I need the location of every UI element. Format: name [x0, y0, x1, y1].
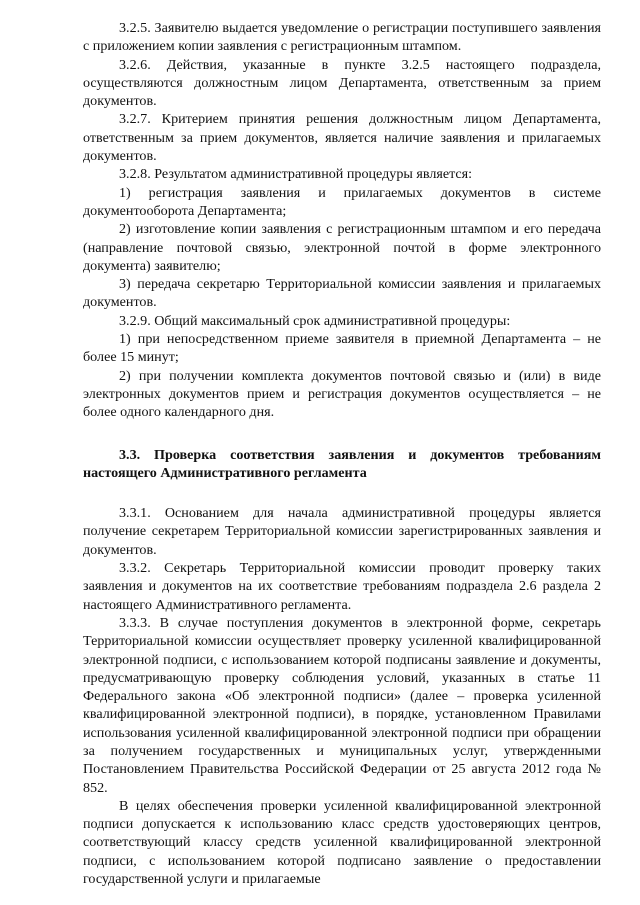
list-item-3-2-9-2: 2) при получении комплекта документов почтовой связью и (или) в виде электронных документов прием и регистрация документов осуществляется – не более одного календарного дня. [83, 367, 601, 421]
paragraph-3-2-6: 3.2.6. Действия, указанные в пункте 3.2.5 настоящего подраздела, осуществляются должностным лицом Департамента, ответственным за прием документов. [83, 56, 601, 110]
paragraph-3-2-9: 3.2.9. Общий максимальный срок административной процедуры: [119, 312, 511, 329]
paragraph-3-3-2: 3.3.2. Секретарь Территориальной комиссии проводит проверку таких заявления и документов на их соответствие требованиям подраздела 2.6 раздела 2 настоящего Административного регламента. [83, 560, 601, 613]
list-item-3-2-8-1: 1) регистрация заявления и прилагаемых документов в системе документооборота Департамента; [83, 184, 601, 219]
list-item-3-2-9-1: 1) при непосредственном приеме заявителя в приемной Департамента – не более 15 минут; [83, 331, 601, 366]
list-item-3-2-8-3: 3) передача секретарю Территориальной комиссии заявления и прилагаемых документов. [83, 276, 601, 311]
paragraph-3-3-3: 3.3.3. В случае поступления документов в электронной форме, секретарь Территориальной комиссии осуществляет проверку усиленной квалифицированной электронной подписи, с использованием которой подписаны заявление и документы, предусматривающую проверку соблюдения условий, указанных в статье 11 Федерального закона «Об электронной подписи» (далее – проверка усиленной квалифицированной электронной подписи), в порядке, установленном Правилами использования усиленной квалифицированной электронной подписи при обращении за получением государственных и муниципальных услуг, утвержденными Постановлением Правительства Российской Федерации от 25 августа 2012 года № 852. [83, 614, 601, 796]
paragraph-3-2-7: 3.2.7. Критерием принятия решения должностным лицом Департамента, ответственным за прием документов, является наличие заявления и прилагаемых документов. [83, 111, 601, 165]
list-item-3-2-8-2: 2) изготовление копии заявления с регистрационным штампом и его передача (направление почтовой связью, электронной почтой в форме электронного документа) заявителю; [83, 221, 601, 274]
paragraph-3-2-5: 3.2.5. Заявителю выдается уведомление о регистрации поступившего заявления с приложением копии заявления с регистрационным штампом. [83, 20, 601, 55]
paragraph-signature-check: В целях обеспечения проверки усиленной квалифицированной электронной подписи допускается к использованию класс средств удостоверяющих центров, соответствующий классу средств усиленной квалифицированной электронной подписи, с использованием которой подписано заявление о предоставлении государственной услуги и прилагаемые [83, 797, 601, 888]
section-heading-3-3: 3.3. Проверка соответствия заявления и документов требованиям настоящего Административного регламента [83, 446, 601, 481]
document-page [83, 19, 601, 888]
paragraph-3-3-1: 3.3.1. Основанием для начала административной процедуры является получение секретарем Территориальной комиссии зарегистрированных заявления и документов. [83, 505, 601, 558]
paragraph-3-2-8: 3.2.8. Результатом административной процедуры является: [119, 166, 473, 183]
